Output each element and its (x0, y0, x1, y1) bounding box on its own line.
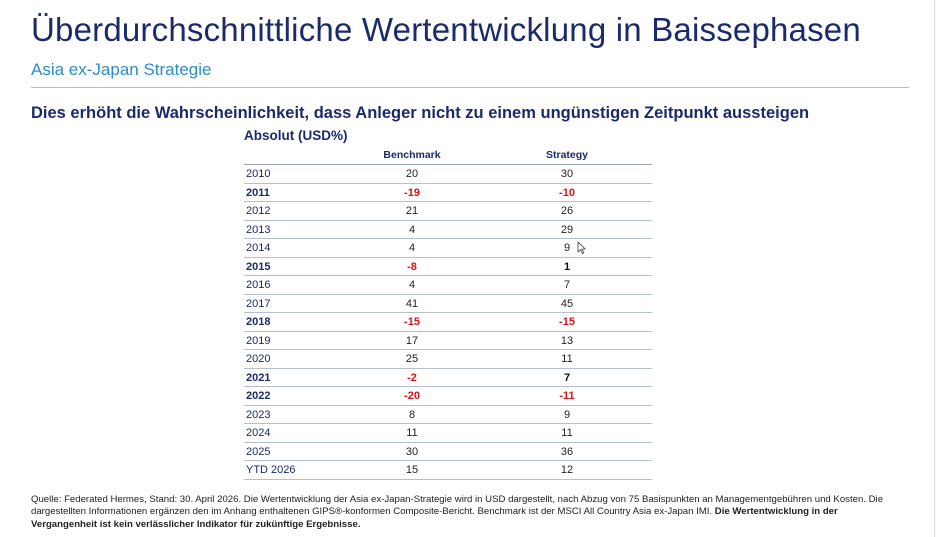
row-strategy-value: 36 (560, 445, 574, 458)
row-benchmark-value: -20 (404, 390, 420, 402)
column-header-strategy: Strategy (545, 149, 588, 161)
row-year: 2023 (246, 408, 271, 421)
row-benchmark-value: 4 (408, 279, 416, 291)
table-row (244, 406, 652, 425)
table-row (244, 165, 652, 184)
row-strategy-value: 12 (560, 464, 574, 476)
row-strategy-value: 26 (560, 205, 574, 217)
row-strategy-value: 7 (563, 279, 571, 291)
row-year: 2025 (246, 445, 271, 458)
row-benchmark-value: -15 (404, 316, 420, 328)
row-year: 2024 (246, 427, 271, 439)
table-row (244, 295, 652, 314)
column-header-benchmark: Benchmark (383, 149, 441, 161)
row-year: 2016 (246, 279, 271, 291)
row-benchmark-value: 11 (406, 427, 418, 439)
slide-title: Überdurchschnittliche Wertentwicklung in Baissephasen (31, 11, 861, 48)
row-year: 2015 (246, 260, 271, 273)
table-row (244, 202, 652, 221)
row-year: 2020 (246, 353, 271, 365)
row-strategy-value: -15 (559, 316, 575, 328)
row-benchmark-value: -8 (407, 260, 417, 273)
row-benchmark-value: 41 (405, 297, 419, 310)
row-strategy-value: 11 (561, 427, 573, 439)
row-benchmark-value: 17 (405, 334, 419, 347)
row-strategy-value: -10 (559, 186, 575, 199)
row-year: 2012 (246, 205, 271, 217)
table-row (244, 276, 652, 295)
row-benchmark-value: -19 (404, 186, 420, 199)
footnote-disclaimer: Die Wertentwicklung in der Vergangenheit ist kein verlässlicher Indikator für zukünftige Ergebnisse. (31, 506, 838, 530)
table-row (244, 239, 652, 258)
table-row (244, 443, 652, 462)
table-row (244, 424, 652, 443)
row-benchmark-value: 20 (405, 168, 419, 180)
table-row (244, 313, 652, 332)
row-strategy-value: 13 (560, 334, 574, 347)
table-row (244, 221, 652, 240)
row-year: 2010 (246, 168, 271, 180)
table-header-row (244, 147, 652, 165)
title-divider (31, 87, 909, 88)
table-row (244, 387, 652, 406)
table-row (244, 350, 652, 369)
table-body (244, 165, 652, 480)
row-year: 2021 (246, 371, 271, 384)
row-benchmark-value: 4 (408, 242, 416, 254)
row-year: 2018 (246, 316, 271, 328)
table-row (244, 184, 652, 203)
row-strategy-value: 7 (563, 371, 571, 384)
row-benchmark-value: -2 (407, 371, 417, 384)
row-strategy-value: 11 (561, 353, 573, 365)
row-benchmark-value: 25 (405, 353, 419, 365)
footnote-text: Quelle: Federated Hermes, Stand: 30. April 2026. Die Wertentwicklung der Asia ex-Japan-Strategie wird in USD dargestellt, nach Abzug von 75 Basispunkten an Managementgebühren und Kosten. Die dargestellten Informationen ergänzen den im Anhang enthaltenen GIPS®-konformen Composite-Bericht. Benchmark ist der MSCI All Country Asia ex-Japan IMI. (31, 494, 884, 518)
row-benchmark-value: 15 (405, 464, 419, 476)
row-strategy-value: 30 (560, 168, 574, 180)
slide-headline: Dies erhöht die Wahrscheinlichkeit, dass Anleger nicht zu einem ungünstigen Zeitpunkt aussteigen (31, 104, 810, 122)
row-year: 2011 (246, 186, 270, 199)
table-row (244, 258, 652, 277)
table-title: Absolut (USD%) (244, 128, 348, 143)
slide-edge (934, 0, 935, 537)
source-footnote (31, 494, 903, 531)
row-strategy-value: 1 (563, 260, 571, 273)
row-year: 2014 (246, 242, 271, 254)
row-strategy-value: 9 (563, 408, 571, 421)
row-strategy-value: 9 (563, 242, 571, 254)
row-strategy-value: -11 (559, 390, 575, 402)
table-row (244, 332, 652, 351)
table-row (244, 461, 652, 480)
row-strategy-value: 29 (560, 223, 574, 236)
row-benchmark-value: 8 (408, 408, 416, 421)
row-strategy-value: 45 (560, 297, 574, 310)
row-year: YTD 2026 (246, 464, 296, 476)
table-row (244, 369, 652, 388)
slide-subtitle: Asia ex-Japan Strategie (31, 60, 212, 79)
performance-table (244, 147, 652, 480)
row-year: 2017 (246, 297, 271, 310)
row-benchmark-value: 30 (405, 445, 419, 458)
row-benchmark-value: 4 (408, 223, 416, 236)
mouse-pointer-icon (577, 241, 587, 255)
row-year: 2019 (246, 334, 271, 347)
row-benchmark-value: 21 (405, 205, 419, 217)
row-year: 2022 (246, 390, 271, 402)
row-year: 2013 (246, 223, 271, 236)
